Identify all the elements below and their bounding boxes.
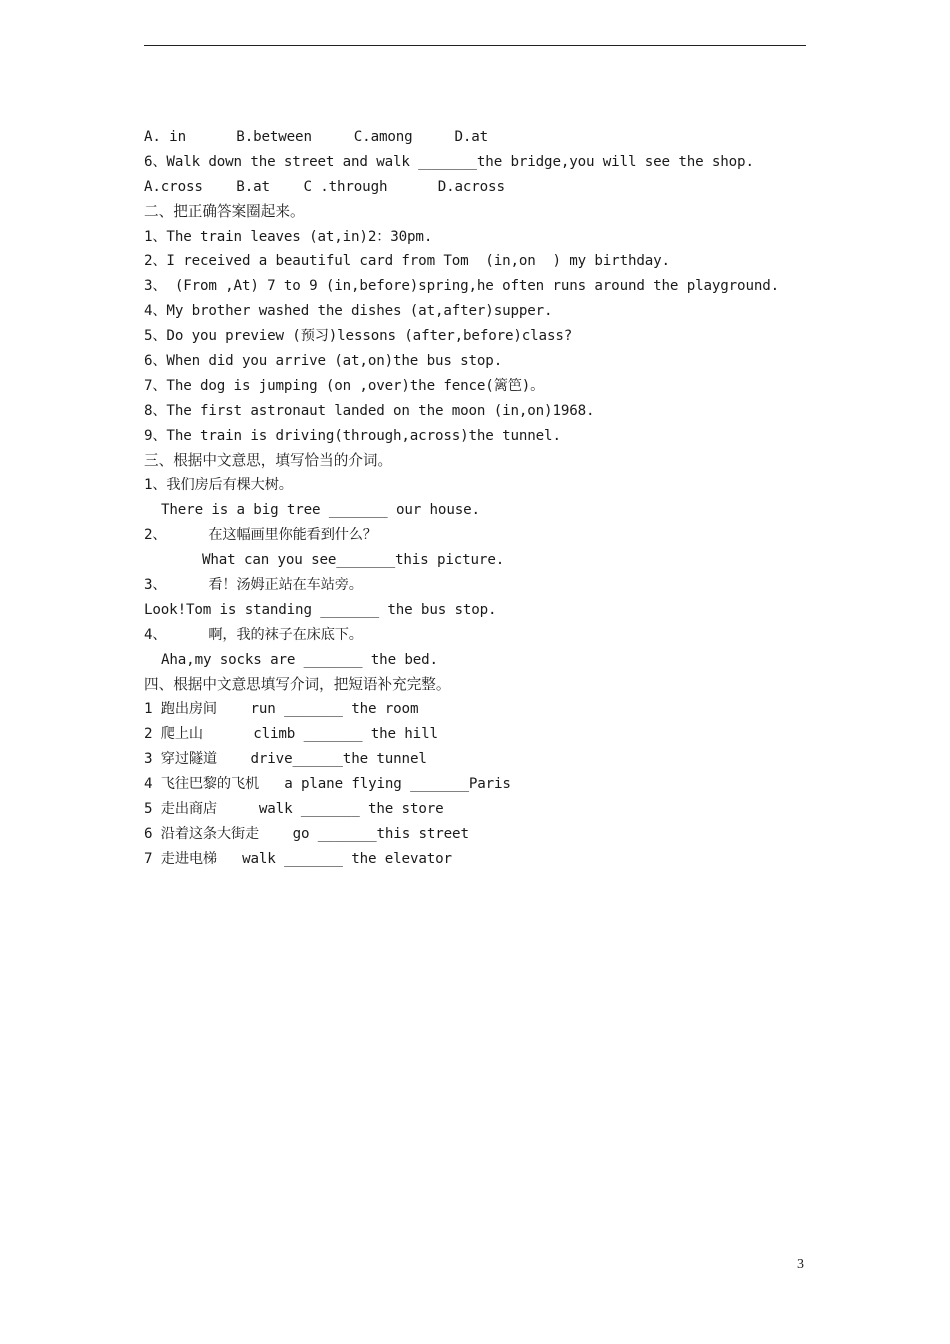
section-heading: 二、把正确答案圈起来。: [144, 202, 305, 220]
worksheet-line: What can you see_______this picture.: [202, 552, 505, 569]
worksheet-line: 1 跑出房间 run _______ the room: [144, 701, 419, 718]
header-rule: [144, 45, 806, 46]
worksheet-line: 3 穿过隧道 drive______the tunnel: [144, 751, 427, 768]
worksheet-line: 7 走进电梯 walk _______ the elevator: [144, 850, 452, 867]
worksheet-line: 5 走出商店 walk _______ the store: [144, 801, 444, 818]
worksheet-line: 2、I received a beautiful card from Tom (in,on ) my birthday.: [144, 253, 670, 270]
worksheet-line: 6、Walk down the street and walk _______the bridge,you will see the shop.: [144, 153, 754, 170]
worksheet-line: Aha,my socks are _______ the bed.: [161, 651, 438, 668]
worksheet-line: There is a big tree _______ our house.: [161, 502, 480, 519]
worksheet-line: A.cross B.at C .through D.across: [144, 178, 505, 195]
worksheet-line: 3、 看！汤姆正站在车站旁。: [144, 577, 363, 594]
worksheet-line: 6、When did you arrive (at,on)the bus stop.: [144, 353, 503, 370]
worksheet-line: A. in B.between C.among D.at: [144, 129, 489, 145]
worksheet-line: 2 爬上山 climb _______ the hill: [144, 726, 438, 743]
worksheet-line: 7、The dog is jumping (on ,over)the fence(篱笆)。: [144, 377, 545, 394]
worksheet-line: 4、 啊，我的袜子在床底下。: [144, 626, 363, 643]
worksheet-line: 2、 在这幅画里你能看到什么？: [144, 527, 377, 544]
page-number: 3: [797, 1257, 804, 1272]
worksheet-line: 1、The train leaves (at,in)2：30pm.: [144, 228, 433, 245]
worksheet-line: 6 沿着这条大街走 go _______this street: [144, 825, 469, 842]
worksheet-line: 4 飞往巴黎的飞机 a plane flying _______Paris: [144, 776, 511, 793]
section-heading: 四、根据中文意思填写介词，把短语补充完整。: [144, 675, 451, 693]
worksheet-line: 5、Do you preview (预习)lessons (after,before)class?: [144, 328, 573, 345]
worksheet-line: 9、The train is driving(through,across)the tunnel.: [144, 427, 561, 444]
worksheet-line: 3、 (From ,At) 7 to 9 (in,before)spring,he often runs around the playground.: [144, 278, 780, 295]
worksheet-body: [144, 125, 824, 872]
worksheet-line: Look!Tom is standing _______ the bus stop.: [144, 601, 497, 618]
worksheet-line: 8、The first astronaut landed on the moon (in,on)1968.: [144, 402, 595, 419]
section-heading: 三、根据中文意思，填写恰当的介词。: [144, 451, 393, 469]
worksheet-line: 4、My brother washed the dishes (at,after)supper.: [144, 303, 553, 320]
worksheet-line: 1、我们房后有棵大树。: [144, 477, 293, 494]
